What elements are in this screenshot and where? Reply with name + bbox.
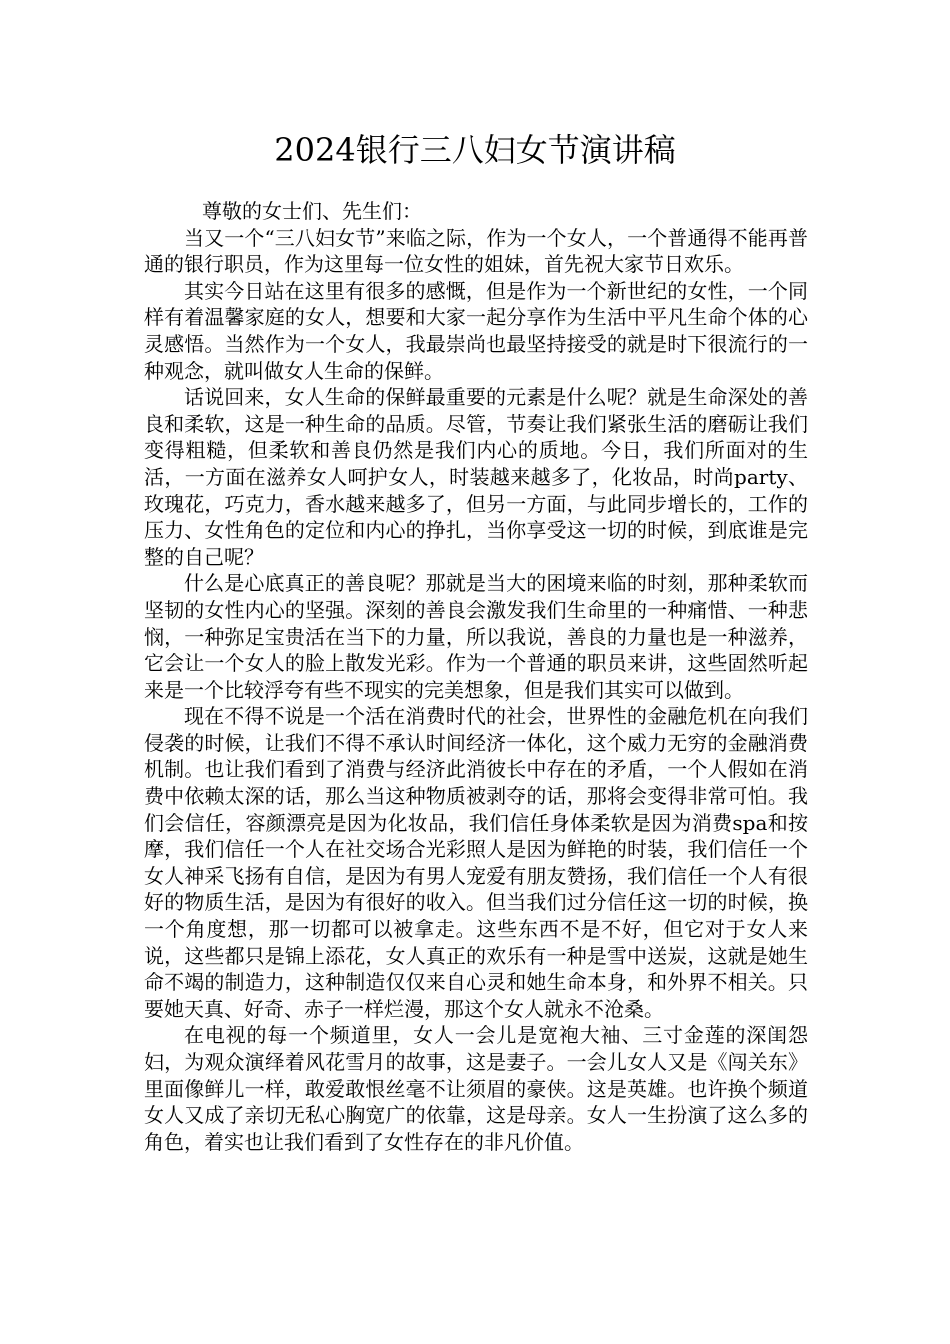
paragraph: 在电视的每一个频道里，女人一会儿是宽袍大袖、三寸金莲的深闺怨妇，为观众演绎着风花雪月的故事，这是妻子。一会儿女人又是《闯关东》里面像鲜儿一样，敢爱敢恨丝毫不让须眉的豪侠。这是英雄。也许换个频道女人又成了亲切无私心胸宽广的依靠，这是母亲。女人一生扮演了这么多的角色，着实也让我们看到了女性存在的非凡价值。: [144, 1023, 808, 1154]
paragraph: 什么是心底真正的善良呢？那就是当大的困境来临的时刻，那种柔软而坚韧的女性内心的坚强。深刻的善良会激发我们生命里的一种痛惜、一种悲悯，一种弥足宝贵活在当下的力量，所以我说，善良的力量也是一种滋养，它会让一个女人的脸上散发光彩。作为一个普通的职员来讲，这些固然听起来是一个比较浮夸有些不现实的完美想象，但是我们其实可以做到。: [144, 571, 808, 702]
paragraph: 当又一个“三八妇女节”来临之际，作为一个女人，一个普通得不能再普通的银行职员，作为这里每一位女性的姐妹，首先祝大家节日欢乐。: [144, 225, 808, 277]
paragraph: 话说回来，女人生命的保鲜最重要的元素是什么呢？就是生命深处的善良和柔软，这是一种生命的品质。尽管，节奏让我们紧张生活的磨砺让我们变得粗糙，但柔软和善良仍然是我们内心的质地。今日，我们所面对的生活，一方面在滋养女人呵护女人，时装越来越多了，化妆品，时尚party、玫瑰花，巧克力，香水越来越多了，但另一方面，与此同步增长的，工作的压力、女性角色的定位和内心的挣扎，当你享受这一切的时候，到底谁是完整的自己呢？: [144, 385, 808, 569]
document-body: [144, 198, 808, 1155]
salutation: 尊敬的女士们、先生们：: [202, 199, 422, 223]
document-title: 2024银行三八妇女节演讲稿: [274, 131, 676, 169]
paragraph: 其实今日站在这里有很多的感慨，但是作为一个新世纪的女性，一个同样有着温馨家庭的女人，想要和大家一起分享作为生活中平凡生命个体的心灵感悟。当然作为一个女人，我最崇尚也最坚持接受的就是时下很流行的一种观念，就叫做女人生命的保鲜。: [144, 278, 808, 383]
paragraph: 现在不得不说是一个活在消费时代的社会，世界性的金融危机在向我们侵袭的时候，让我们不得不承认时间经济一体化，这个威力无穷的金融消费机制。也让我们看到了消费与经济此消彼长中存在的矛盾，一个人假如在消费中依赖太深的话，那么当这种物质被剥夺的话，那将会变得非常可怕。我们会信任，容颜漂亮是因为化妆品，我们信任身体柔软是因为消费spa和按摩，我们信任一个人在社交场合光彩照人是因为鲜艳的时装，我们信任一个女人神采飞扬有自信，是因为有男人宠爱有朋友赞扬，我们信任一个人有很好的物质生活，是因为有很好的收入。但当我们过分信任这一切的时候，换一个角度想，那一切都可以被拿走。这些东西不是不好，但它对于女人来说，这些都只是锦上添花，女人真正的欢乐有一种是雪中送炭，这就是她生命不竭的制造力，这种制造仅仅来自心灵和她生命本身，和外界不相关。只要她天真、好奇、赤子一样烂漫，那这个女人就永不沧桑。: [144, 704, 808, 1021]
